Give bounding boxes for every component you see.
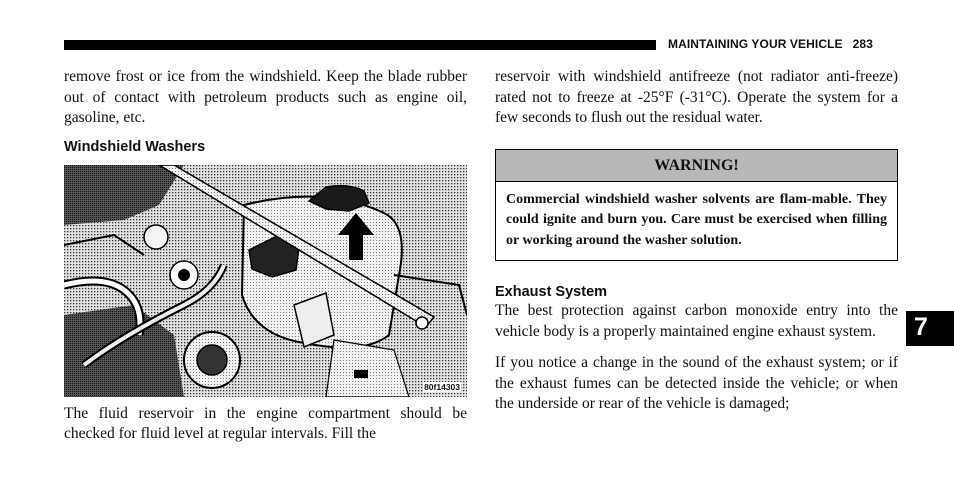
right-column [495,67,898,415]
section-heading-windshield-washers: Windshield Washers [64,138,206,155]
warning-box [495,149,898,262]
page-number: 283 [852,37,873,51]
engine-compartment-illustration [64,165,467,397]
paragraph: reservoir with windshield antifreeze (not radiator anti-freeze) rated not to freeze at -25°F (-31°C). Operate the system for a few seconds to flush out the residual water. [495,68,898,126]
figure-code: 80f14303 [424,381,460,392]
header-section-title: MAINTAINING YOUR VEHICLE [668,37,843,51]
running-header [668,37,873,51]
paragraph: The fluid reservoir in the engine compartment should be checked for fluid level at regular intervals. Fill the [64,404,467,442]
warning-title: WARNING! [496,150,897,182]
chapter-tab [906,311,954,346]
paragraph: If you notice a change in the sound of the exhaust system; or if the exhaust fumes can be detected inside the vehicle; or when the underside or rear of the vehicle is damaged; [495,354,898,412]
chapter-number: 7 [914,313,928,341]
paragraph: remove frost or ice from the windshield. Keep the blade rubber out of contact with petroleum products such as engine oil, gasoline, etc. [64,68,467,126]
section-heading-exhaust-system: Exhaust System [495,284,608,300]
paragraph: The best protection against carbon monoxide entry into the vehicle body is a properly maintained engine exhaust system. [495,302,898,340]
header-rule [64,40,656,50]
warning-text: Commercial windshield washer solvents are flam-mable. They could ignite and burn you. Care must be exercised when filling or working around the washer solution. [506,191,887,248]
left-column [64,67,467,445]
washer-reservoir-drawing [64,165,467,397]
